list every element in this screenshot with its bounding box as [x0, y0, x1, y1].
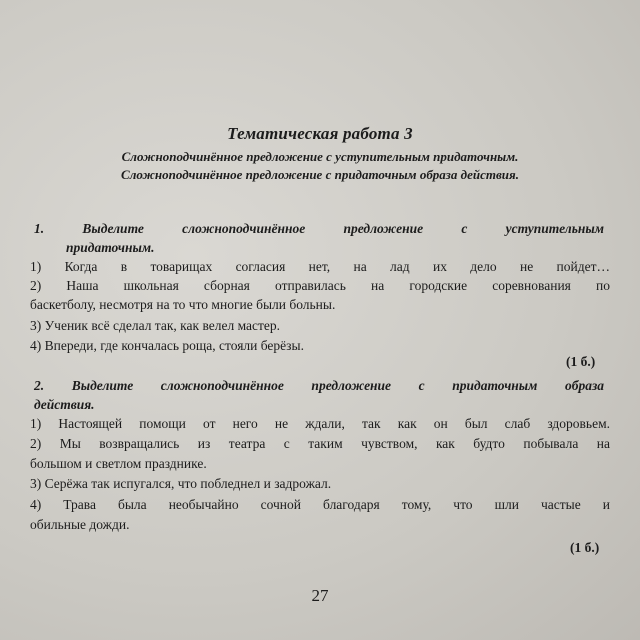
task1-option-2a: 2) Наша школьная сборная отправилась на городские соревнования по — [30, 278, 610, 293]
page-title: Тематическая работа 3 — [227, 124, 413, 143]
task1-option-4: 4) Впереди, где кончалась роща, стояли берёзы. — [30, 338, 304, 353]
task2-score: (1 б.) — [570, 540, 600, 555]
task1-option-3: 3) Ученик всё сделал так, как велел мастер. — [30, 318, 281, 333]
task1-option-1: 1) Когда в товарищах согласия нет, на лад их дело не пойдет… — [30, 259, 610, 274]
task1-question — [34, 219, 604, 257]
task2-question-line1: 2. Выделите сложноподчинённое предложение с придаточным образа — [34, 378, 604, 393]
task1-option-2b: баскетболу, несмотря на то что многие были больны. — [30, 297, 336, 312]
task2-option-4a: 4) Трава была необычайно сочной благодаря тому, что шли частые и — [30, 497, 610, 512]
task2-option-3: 3) Серёжа так испугался, что побледнел и задрожал. — [30, 476, 332, 491]
task2-option-2a: 2) Мы возвращались из театра с таким чувством, как будто побывала на — [30, 436, 610, 451]
task2-question-line2: действия. — [34, 397, 95, 412]
subtitle-manner: Сложноподчинённое предложение с придаточным образа действия. — [121, 167, 519, 182]
task2-question — [34, 376, 604, 414]
task1-question-line2: придаточным. — [66, 240, 155, 255]
page-number: 27 — [311, 586, 329, 605]
subtitle-concessive: Сложноподчинённое предложение с уступительным придаточным. — [121, 149, 519, 164]
task2-option-1: 1) Настоящей помощи от него не ждали, так как он был слаб здоровьем. — [30, 416, 610, 431]
task2-option-4b: обильные дожди. — [30, 517, 130, 532]
task2-option-2b: большом и светлом празднике. — [30, 456, 207, 471]
task1-score: (1 б.) — [566, 354, 596, 369]
task1-question-line1: 1. Выделите сложноподчинённое предложение с уступительным — [34, 221, 604, 236]
